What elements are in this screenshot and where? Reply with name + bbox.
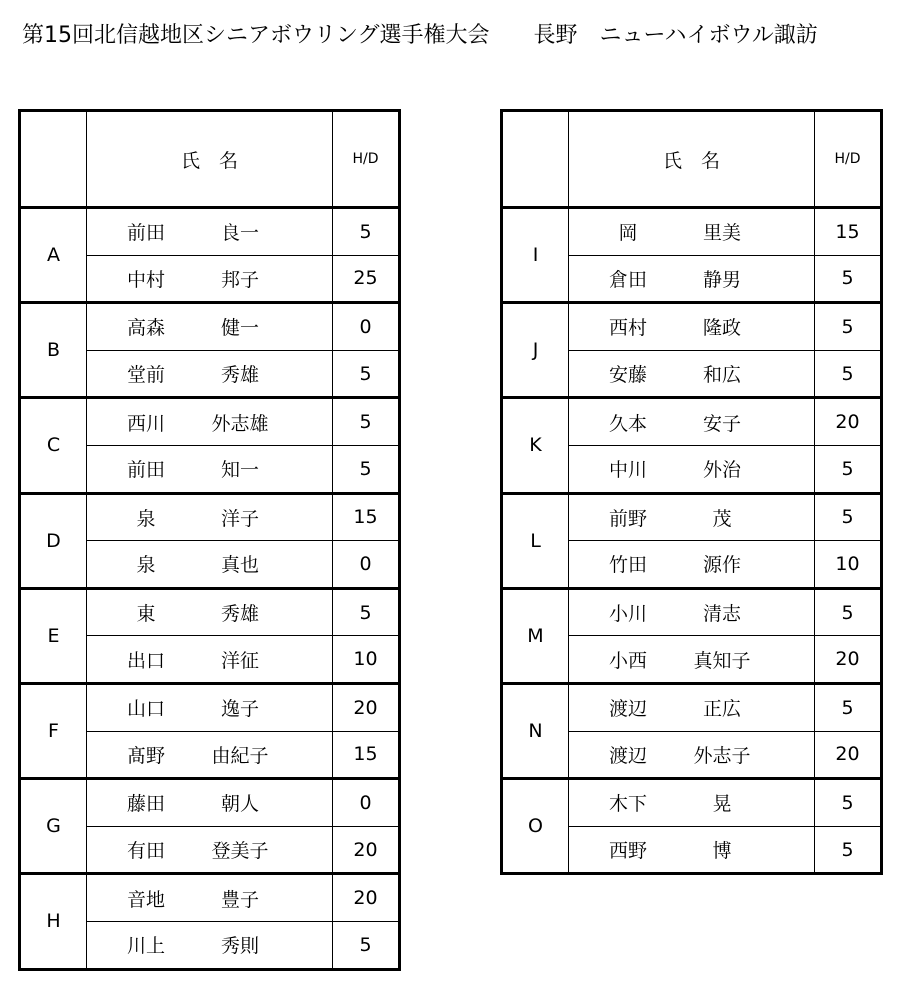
player-first-name: 外志雄: [211, 412, 269, 435]
player-name: [87, 445, 333, 493]
player-first-name: 晃: [712, 793, 732, 816]
player-row: [502, 683, 882, 731]
player-last-name: 渡辺: [608, 744, 647, 767]
player-last-name: 久本: [608, 412, 647, 435]
player-name: [87, 255, 333, 303]
player-first-name: 静男: [702, 268, 741, 291]
player-handicap: 20: [333, 683, 400, 731]
player-row: [502, 208, 882, 256]
player-first-name: 良一: [220, 222, 259, 245]
player-handicap: 5: [333, 350, 400, 398]
player-name: [87, 731, 333, 779]
player-last-name: 音地: [126, 888, 165, 911]
group-label: G: [20, 779, 87, 874]
player-name: [569, 683, 815, 731]
right-roster-table: [500, 109, 883, 875]
player-name: [569, 255, 815, 303]
player-handicap: 25: [333, 255, 400, 303]
player-last-name: 岡: [618, 222, 638, 245]
group-label: D: [20, 493, 87, 588]
player-handicap: 5: [815, 588, 882, 636]
player-last-name: 川上: [126, 935, 165, 958]
player-name: [569, 731, 815, 779]
group-label: M: [502, 588, 569, 683]
player-handicap: 20: [815, 636, 882, 684]
player-name: [569, 588, 815, 636]
player-name: [569, 826, 815, 874]
player-handicap: 20: [333, 874, 400, 922]
player-first-name: 安子: [702, 412, 741, 435]
player-last-name: 竹田: [608, 554, 647, 577]
player-handicap: 5: [815, 779, 882, 827]
player-last-name: 有田: [126, 840, 165, 863]
player-row: [502, 779, 882, 827]
group-label: N: [502, 683, 569, 778]
player-name: [87, 683, 333, 731]
player-last-name: 山口: [126, 698, 165, 721]
right-roster-body: [502, 208, 882, 874]
player-first-name: 知一: [220, 459, 259, 482]
player-name: [569, 541, 815, 589]
player-row: [20, 874, 400, 922]
player-name: [569, 303, 815, 351]
group-label: B: [20, 303, 87, 398]
player-first-name: 秀雄: [220, 364, 259, 387]
player-handicap: 5: [815, 350, 882, 398]
player-first-name: 豊子: [220, 888, 259, 911]
player-last-name: 高森: [126, 317, 165, 340]
player-handicap: 15: [815, 208, 882, 256]
player-name: [87, 541, 333, 589]
player-handicap: 5: [333, 921, 400, 969]
player-last-name: 堂前: [126, 364, 165, 387]
player-name: [569, 445, 815, 493]
player-handicap: 0: [333, 303, 400, 351]
player-row: [502, 398, 882, 446]
player-last-name: 西川: [126, 412, 165, 435]
player-handicap: 10: [815, 541, 882, 589]
group-label: J: [502, 303, 569, 398]
player-name: [569, 779, 815, 827]
player-handicap: 10: [333, 636, 400, 684]
player-row: [502, 588, 882, 636]
player-last-name: 渡辺: [608, 698, 647, 721]
player-last-name: 出口: [126, 649, 165, 672]
player-first-name: 由紀子: [211, 744, 269, 767]
player-name: [87, 826, 333, 874]
player-handicap: 5: [333, 445, 400, 493]
player-handicap: 15: [333, 493, 400, 541]
player-first-name: 洋征: [220, 649, 259, 672]
name-header: 氏 名: [569, 111, 815, 208]
player-row: [20, 683, 400, 731]
player-name: [569, 398, 815, 446]
player-last-name: 西村: [608, 317, 647, 340]
player-row: [20, 303, 400, 351]
player-first-name: 秀雄: [220, 603, 259, 626]
player-first-name: 里美: [702, 222, 741, 245]
player-last-name: 前田: [126, 459, 165, 482]
left-roster-table: [18, 109, 401, 971]
group-label: C: [20, 398, 87, 493]
player-first-name: 源作: [702, 554, 741, 577]
player-first-name: 逸子: [220, 698, 259, 721]
player-name: [87, 493, 333, 541]
player-handicap: 5: [815, 826, 882, 874]
player-handicap: 15: [333, 731, 400, 779]
player-row: [502, 303, 882, 351]
player-first-name: 邦子: [220, 268, 259, 291]
player-handicap: 5: [333, 588, 400, 636]
player-name: [87, 398, 333, 446]
player-row: [20, 588, 400, 636]
group-label: H: [20, 874, 87, 969]
player-name: [87, 588, 333, 636]
player-first-name: 真知子: [693, 649, 751, 672]
player-handicap: 0: [333, 779, 400, 827]
group-label: O: [502, 779, 569, 874]
left-roster-body: [20, 208, 400, 970]
player-handicap: 5: [815, 493, 882, 541]
player-handicap: 5: [815, 683, 882, 731]
name-header: 氏 名: [87, 111, 333, 208]
player-last-name: 藤田: [126, 793, 165, 816]
player-name: [87, 779, 333, 827]
player-handicap: 5: [815, 445, 882, 493]
player-first-name: 茂: [712, 507, 732, 530]
player-row: [20, 779, 400, 827]
player-first-name: 真也: [220, 554, 259, 577]
player-first-name: 洋子: [220, 507, 259, 530]
hd-header: H/D: [815, 111, 882, 208]
player-first-name: 秀則: [220, 935, 259, 958]
player-last-name: 髙野: [126, 744, 165, 767]
group-label: L: [502, 493, 569, 588]
player-row: [20, 493, 400, 541]
player-handicap: 0: [333, 541, 400, 589]
player-name: [87, 208, 333, 256]
player-name: [87, 303, 333, 351]
player-first-name: 外志子: [693, 744, 751, 767]
player-name: [87, 921, 333, 969]
player-handicap: 20: [333, 826, 400, 874]
group-header-cell: [20, 111, 87, 208]
player-name: [569, 636, 815, 684]
player-handicap: 5: [333, 208, 400, 256]
group-header-cell: [502, 111, 569, 208]
player-name: [87, 636, 333, 684]
player-first-name: 隆政: [702, 317, 741, 340]
player-name: [569, 208, 815, 256]
player-handicap: 20: [815, 731, 882, 779]
player-last-name: 前田: [126, 222, 165, 245]
player-last-name: 中村: [126, 268, 165, 291]
player-row: [20, 398, 400, 446]
player-first-name: 博: [712, 840, 732, 863]
player-first-name: 外治: [702, 459, 741, 482]
group-label: E: [20, 588, 87, 683]
player-last-name: 西野: [608, 840, 647, 863]
player-first-name: 朝人: [220, 793, 259, 816]
player-last-name: 中川: [608, 459, 647, 482]
player-row: [502, 493, 882, 541]
player-last-name: 前野: [608, 507, 647, 530]
player-first-name: 和広: [702, 364, 741, 387]
group-label: I: [502, 208, 569, 303]
player-name: [569, 350, 815, 398]
player-first-name: 健一: [220, 317, 259, 340]
player-handicap: 5: [333, 398, 400, 446]
page-title: 第15回北信越地区シニアボウリング選手権大会 長野 ニューハイボウル諏訪: [22, 23, 818, 48]
player-row: [20, 208, 400, 256]
player-last-name: 東: [136, 603, 156, 626]
player-last-name: 小西: [608, 649, 647, 672]
player-last-name: 泉: [136, 554, 156, 577]
hd-header: H/D: [333, 111, 400, 208]
player-last-name: 泉: [136, 507, 156, 530]
player-last-name: 木下: [608, 793, 647, 816]
player-name: [569, 493, 815, 541]
player-last-name: 安藤: [608, 364, 647, 387]
player-first-name: 登美子: [211, 840, 269, 863]
group-label: K: [502, 398, 569, 493]
player-handicap: 20: [815, 398, 882, 446]
player-name: [87, 350, 333, 398]
player-handicap: 5: [815, 255, 882, 303]
player-last-name: 倉田: [608, 268, 647, 291]
player-first-name: 正広: [702, 698, 741, 721]
player-first-name: 清志: [702, 603, 741, 626]
group-label: A: [20, 208, 87, 303]
player-last-name: 小川: [608, 603, 647, 626]
player-handicap: 5: [815, 303, 882, 351]
group-label: F: [20, 683, 87, 778]
player-name: [87, 874, 333, 922]
